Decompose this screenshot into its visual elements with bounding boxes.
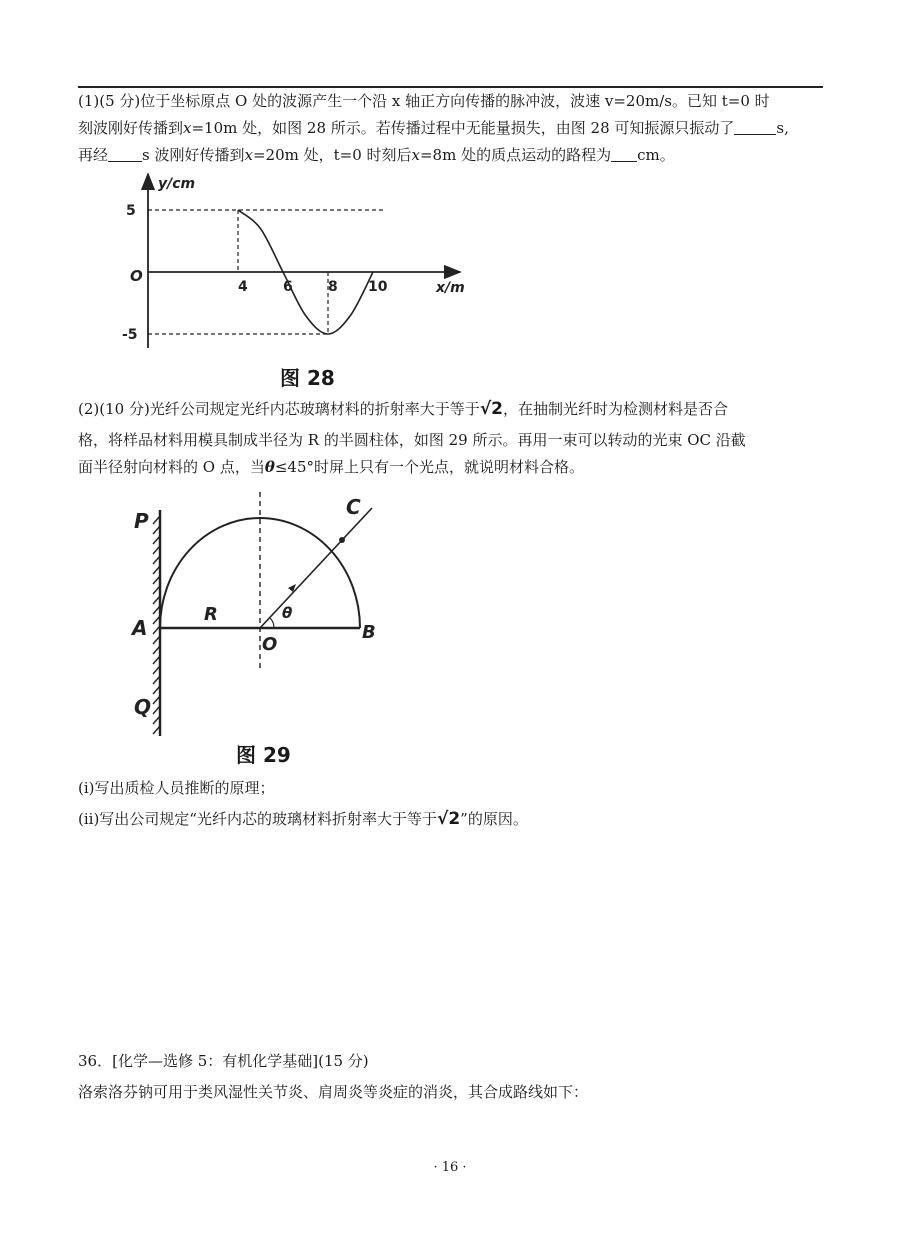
q2-line-1: (2)(10 分)光纤公司规定光纤内芯玻璃材料的折射率大于等于√2，在抽制光纤时为检测材料是否合 [78,399,728,419]
x-axis-label: x/m [436,280,465,296]
q36-body: 洛索洛芬钠可用于类风湿性关节炎、肩周炎等炎症的消炎，其合成路线如下： [78,1083,589,1101]
q1-line-3: 再经 s 波刚好传播到x=20m 处，t=0 时刻后x=8m 处的质点运动的路程为 cm。 [78,146,675,164]
figure-29-diagram [120,488,390,750]
question-36 [78,1048,828,1106]
figure-28-wave-chart [110,168,480,353]
figure-28-caption: 图 28 [280,366,335,390]
q2-line-3: 面半径射向材料的 O 点，当θ≤45°时屏上只有一个光点，就说明材料合格。 [78,458,585,476]
label-B: B [362,622,376,643]
q1-line-2: 刻波刚好传播到x=10m 处，如图 28 所示。若传播过程中无能量损失，由图 28 可知振源只振动了 s, [78,119,789,137]
y-axis-label: y/cm [158,176,196,192]
label-C: C [346,495,361,519]
label-R: R [204,604,218,625]
x-tick-label: 10 [368,279,388,295]
label-O: O [262,634,278,655]
theta-arc [270,618,274,628]
sub-question-ii: (ii)写出公司规定“光纤内芯的玻璃材料折射率大于等于√2”的原因。 [78,809,528,829]
label-theta: θ [282,604,293,622]
sub-questions [78,775,828,833]
y-tick-label: -5 [122,327,138,343]
sqrt-two: √2 [479,399,503,419]
beam-entry-dot [339,537,345,543]
answer-blank-1 [734,120,776,135]
question-1 [78,88,828,169]
label-P: P [134,509,149,533]
question-2 [78,396,828,481]
answer-blank-2 [108,147,142,162]
sqrt-two: √2 [436,809,461,829]
answer-blank-3 [611,147,637,162]
q2-line-2: 格，将样品材料用模具制成半径为 R 的半圆柱体，如图 29 所示。再用一束可以转动的光束 OC 沿截 [78,431,746,449]
x-tick-label: 8 [328,279,338,295]
label-Q: Q [134,695,152,719]
page-number: · 16 · [433,1160,467,1175]
y-tick-label: 5 [126,203,136,219]
q1-line-1: (1)(5 分)位于坐标原点 O 处的波源产生一个沿 x 轴正方向传播的脉冲波，波速 v=20m/s。已知 t=0 时 [78,92,770,110]
light-beam-OC [260,508,372,628]
sub-question-i: (i)写出质检人员推断的原理； [78,779,275,797]
q36-title: 36．[化学—选修 5：有机化学基础](15 分) [78,1052,369,1070]
x-tick-label: 6 [283,279,293,295]
figure-29-caption: 图 29 [236,743,291,767]
x-tick-label: 4 [238,279,248,295]
origin-label: O [130,267,143,285]
label-A: A [132,616,148,640]
